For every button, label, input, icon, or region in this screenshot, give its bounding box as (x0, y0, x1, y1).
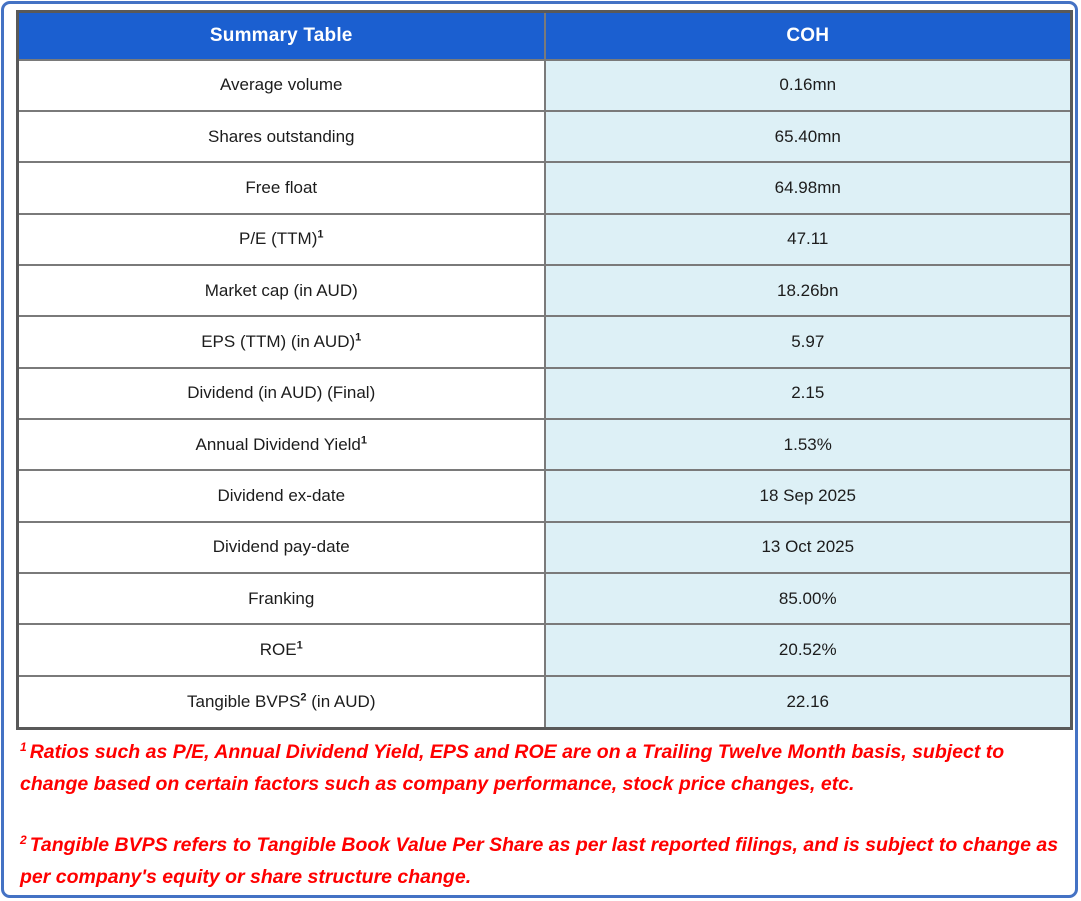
table-header-row (18, 12, 1072, 60)
header-summary-table: Summary Table (18, 12, 545, 60)
table-row (18, 368, 1072, 419)
row-label (18, 419, 545, 470)
table-row (18, 265, 1072, 316)
row-label (18, 522, 545, 573)
row-label (18, 111, 545, 162)
row-value: 2.15 (545, 368, 1072, 419)
row-label (18, 368, 545, 419)
table-body (18, 60, 1072, 729)
table-row (18, 111, 1072, 162)
row-label-text: Average volume (219, 75, 343, 95)
summary-table (16, 10, 1073, 730)
row-label (18, 573, 545, 624)
table-row (18, 214, 1072, 265)
footnote-ref: 1 (296, 639, 303, 652)
row-value: 0.16mn (545, 60, 1072, 111)
row-label-text: ROE (259, 640, 297, 660)
footnote-2-text: Tangible BVPS refers to Tangible Book Value Per Share as per last reported filings, and is subject to change as per company's equity or share structure change. (20, 834, 1059, 888)
row-value: 47.11 (545, 214, 1072, 265)
footnote-2 (20, 830, 1066, 893)
outer-frame (1, 1, 1078, 898)
row-label (18, 676, 545, 729)
row-value: 5.97 (545, 316, 1072, 367)
footnote-2-marker: 2 (20, 832, 27, 847)
table-row (18, 470, 1072, 521)
footnote-ref: 1 (355, 331, 362, 344)
row-label-text: Dividend pay-date (212, 537, 350, 557)
table-row (18, 162, 1072, 213)
row-label-text: P/E (TTM) (238, 229, 318, 249)
table-row (18, 419, 1072, 470)
row-label (18, 316, 545, 367)
row-label-text: Tangible BVPS (187, 691, 301, 711)
row-label-text: Dividend (in AUD) (Final) (187, 383, 376, 403)
table-row (18, 624, 1072, 675)
table-row (18, 573, 1072, 624)
table-row (18, 676, 1072, 729)
footnote-1 (20, 737, 1066, 800)
row-value: 65.40mn (545, 111, 1072, 162)
row-label (18, 265, 545, 316)
row-label-text: Annual Dividend Yield (195, 434, 361, 454)
footnote-1-marker: 1 (20, 739, 27, 754)
header-ticker: COH (545, 12, 1072, 60)
row-value: 22.16 (545, 676, 1072, 729)
row-label (18, 214, 545, 265)
footnote-ref: 2 (300, 691, 307, 704)
row-value: 13 Oct 2025 (545, 522, 1072, 573)
row-label (18, 624, 545, 675)
row-label-text: EPS (TTM) (in AUD) (201, 331, 356, 351)
footnote-ref: 1 (317, 228, 324, 241)
row-value: 1.53% (545, 419, 1072, 470)
row-value: 20.52% (545, 624, 1072, 675)
row-label-text: Dividend ex-date (217, 486, 346, 506)
row-label (18, 470, 545, 521)
footnotes-section (16, 737, 1066, 893)
row-value: 85.00% (545, 573, 1072, 624)
table-row (18, 60, 1072, 111)
content-area (16, 10, 1073, 893)
table-row (18, 522, 1072, 573)
row-value: 64.98mn (545, 162, 1072, 213)
table-row (18, 316, 1072, 367)
row-label-text: Market cap (in AUD) (204, 280, 358, 300)
row-label-suffix: (in AUD) (306, 691, 376, 711)
row-label (18, 162, 545, 213)
row-label-text: Franking (248, 588, 315, 608)
footnote-1-text: Ratios such as P/E, Annual Dividend Yield, EPS and ROE are on a Trailing Twelve Month basis, subject to change based on certain factors such as company performance, stock price changes, etc. (20, 741, 1005, 795)
row-label (18, 60, 545, 111)
row-value: 18.26bn (545, 265, 1072, 316)
row-label-text: Free float (245, 177, 318, 197)
row-label-text: Shares outstanding (208, 126, 355, 146)
footnote-ref: 1 (360, 434, 368, 447)
row-value: 18 Sep 2025 (545, 470, 1072, 521)
